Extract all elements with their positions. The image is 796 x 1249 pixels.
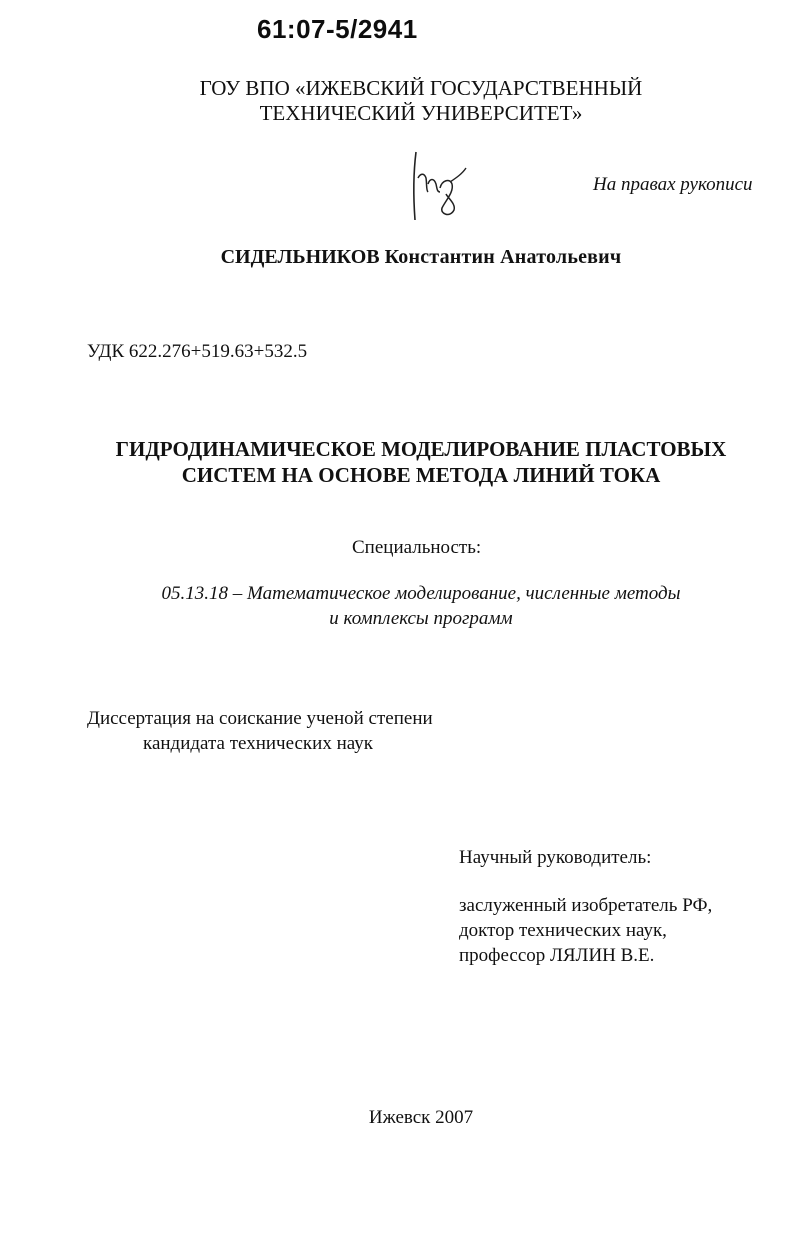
author-name bbox=[0, 246, 796, 269]
thesis-title-line-2: СИСТЕМ НА ОСНОВЕ МЕТОДА ЛИНИЙ ТОКА bbox=[181, 463, 661, 487]
supervisor-line-1: заслуженный изобретатель РФ, bbox=[459, 895, 713, 916]
signature-icon bbox=[406, 148, 472, 224]
thesis-title-line-1: ГИДРОДИНАМИЧЕСКОЕ МОДЕЛИРОВАНИЕ ПЛАСТОВЫХ bbox=[115, 437, 727, 461]
supervisor-label: Научный руководитель: bbox=[459, 847, 652, 868]
udk-code: УДК 622.276+519.63+532.5 bbox=[87, 341, 308, 362]
specialty-code bbox=[0, 581, 796, 631]
dissertation-line-2: кандидата технических наук bbox=[143, 733, 373, 754]
supervisor-line-3: профессор ЛЯЛИН В.Е. bbox=[459, 945, 655, 966]
supervisor-line-2: доктор технических наук, bbox=[459, 920, 667, 941]
manuscript-rights-note: На правах рукописи bbox=[593, 174, 753, 195]
supervisor-details bbox=[459, 893, 712, 968]
organization-line-1: ГОУ ВПО «ИЖЕВСКИЙ ГОСУДАРСТВЕННЫЙ bbox=[199, 76, 643, 100]
specialty-line-2: и комплексы программ bbox=[329, 608, 513, 629]
organization-header bbox=[0, 76, 796, 126]
specialty-label: Специальность: bbox=[352, 537, 482, 558]
thesis-title bbox=[0, 436, 796, 488]
specialty-line-1: 05.13.18 – Математическое моделирование, численные методы bbox=[161, 583, 681, 604]
author-given-names: Константин Анатольевич bbox=[384, 246, 622, 268]
author-surname: СИДЕЛЬНИКОВ bbox=[220, 246, 380, 268]
archive-stamp: 61:07-5/2941 bbox=[257, 14, 418, 44]
dissertation-degree bbox=[87, 706, 433, 756]
organization-line-2: ТЕХНИЧЕСКИЙ УНИВЕРСИТЕТ» bbox=[259, 101, 583, 125]
dissertation-line-1: Диссертация на соискание ученой степени bbox=[87, 708, 433, 729]
city-year: Ижевск 2007 bbox=[368, 1107, 474, 1128]
